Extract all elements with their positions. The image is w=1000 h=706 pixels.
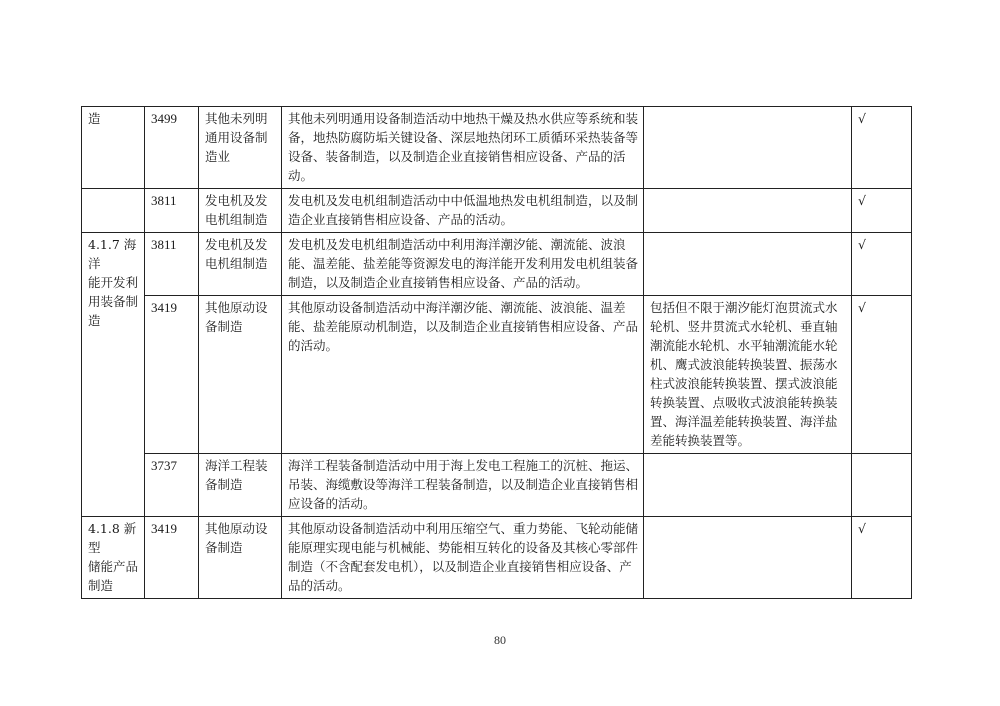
description-cell: 其他原动设备制造活动中海洋潮汐能、潮流能、波浪能、温差能、盐差能原动机制造，以及制造企业直接销售相应设备、产品的活动。: [282, 296, 644, 454]
note-cell: [644, 454, 852, 517]
category-cell: [82, 189, 145, 233]
table-row: [82, 107, 912, 189]
industry-code-cell: 3419: [145, 517, 199, 599]
table-row: [82, 517, 912, 599]
description-cell: 发电机及发电机组制造活动中中低温地热发电机组制造，以及制造企业直接销售相应设备、产品的活动。: [282, 189, 644, 233]
note-cell: [644, 233, 852, 296]
note-cell: 包括但不限于潮汐能灯泡贯流式水轮机、竖井贯流式水轮机、垂直轴潮流能水轮机、水平轴潮流能水轮机、鹰式波浪能转换装置、振荡水柱式波浪能转换装置、摆式波浪能转换装置、点吸收式波浪能转换装置、海洋温差能转换装置、海洋盐差能转换装置等。: [644, 296, 852, 454]
industry-name-cell: 海洋工程装 备制造: [199, 454, 282, 517]
industry-name-cell: 其他原动设 备制造: [199, 517, 282, 599]
category-cell: 造: [82, 107, 145, 189]
table-row: [82, 296, 912, 454]
industry-code-cell: 3811: [145, 189, 199, 233]
industry-name-cell: 发电机及发 电机组制造: [199, 189, 282, 233]
checkmark-cell: √: [852, 233, 912, 296]
description-cell: 其他未列明通用设备制造活动中地热干燥及热水供应等系统和装备，地热防腐防垢关键设备、深层地热闭环工质循环采热装备等设备、装备制造，以及制造企业直接销售相应设备、产品的活动。: [282, 107, 644, 189]
industry-name-cell: 其他原动设 备制造: [199, 296, 282, 454]
checkmark-cell: √: [852, 189, 912, 233]
industry-name-cell: 其他未列明 通用设备制 造业: [199, 107, 282, 189]
checkmark-cell: √: [852, 296, 912, 454]
description-cell: 海洋工程装备制造活动中用于海上发电工程施工的沉桩、拖运、吊装、海缆敷设等海洋工程装备制造，以及制造企业直接销售相应设备的活动。: [282, 454, 644, 517]
checkmark-cell: [852, 454, 912, 517]
industry-name-cell: 发电机及发 电机组制造: [199, 233, 282, 296]
industry-code-cell: 3499: [145, 107, 199, 189]
table-row: [82, 233, 912, 296]
page-number: 80: [494, 633, 506, 647]
table-row: [82, 189, 912, 233]
industry-code-cell: 3811: [145, 233, 199, 296]
table-row: [82, 454, 912, 517]
classification-table: [81, 106, 912, 599]
industry-code-cell: 3737: [145, 454, 199, 517]
industry-code-cell: 3419: [145, 296, 199, 454]
description-cell: 其他原动设备制造活动中利用压缩空气、重力势能、飞轮动能储能原理实现电能与机械能、势能相互转化的设备及其核心零部件制造（不含配套发电机），以及制造企业直接销售相应设备、产品的活动。: [282, 517, 644, 599]
checkmark-cell: √: [852, 517, 912, 599]
note-cell: [644, 517, 852, 599]
category-cell: 4.1.7 海洋 能开发利 用装备制 造: [82, 233, 145, 517]
checkmark-cell: √: [852, 107, 912, 189]
description-cell: 发电机及发电机组制造活动中利用海洋潮汐能、潮流能、波浪能、温差能、盐差能等资源发电的海洋能开发利用发电机组装备制造，以及制造企业直接销售相应设备、产品的活动。: [282, 233, 644, 296]
note-cell: [644, 189, 852, 233]
category-cell: 4.1.8 新型 储能产品 制造: [82, 517, 145, 599]
note-cell: [644, 107, 852, 189]
